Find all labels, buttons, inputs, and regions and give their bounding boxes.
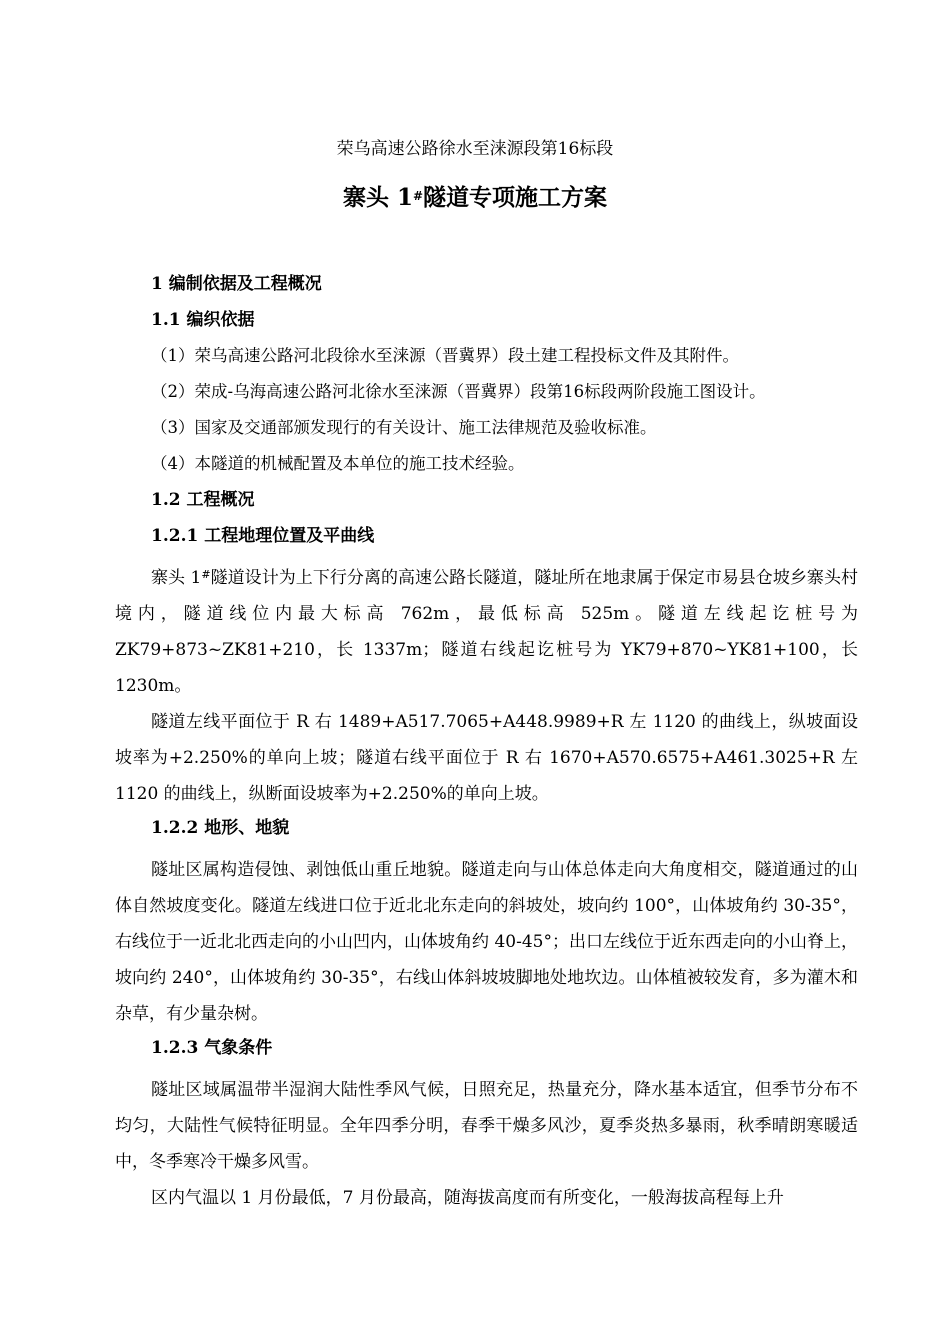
title-superscript: # [412, 189, 424, 203]
project-line: 荣乌高速公路徐水至涞源段第16标段 [336, 139, 614, 159]
title-prefix: 寨头 1 [342, 184, 413, 211]
section-heading-1-2-2: 1.2.2 地形、地貌 [151, 818, 290, 838]
paragraph-location-body: 隧道设计为上下行分离的高速公路长隧道，隧址所在地隶属于保定市易县仓坡乡寨头村境内，隧道线位内最大标高 762m，最低标高 525m。隧道左线起讫桩号为 ZK79+873~ZK81+210，长 1337m；隧道右线起讫桩号为 YK79+870~YK81+100，长 1230m。 [115, 568, 858, 696]
basis-item: （2）荣成-乌海高速公路河北徐水至涞源（晋冀界）段第16标段两阶段施工图设计。 [151, 382, 766, 401]
paragraph-location-superscript: # [201, 568, 211, 581]
basis-item: （4）本隧道的机械配置及本单位的施工技术经验。 [151, 454, 525, 473]
title-suffix: 隧道专项施工方案 [423, 184, 608, 211]
section-heading-1: 1 编制依据及工程概况 [151, 274, 322, 294]
basis-item: （1）荣乌高速公路河北段徐水至涞源（晋冀界）段土建工程投标文件及其附件。 [151, 346, 739, 365]
basis-item: （3）国家及交通部颁发现行的有关设计、施工法律规范及验收标准。 [151, 418, 657, 437]
paragraph-temperature: 区内气温以 1 月份最低，7 月份最高，随海拔高度而有所变化，一般海拔高程每上升 [151, 1188, 784, 1208]
section-heading-1-2-3: 1.2.3 气象条件 [151, 1038, 273, 1058]
paragraph-location [115, 560, 858, 704]
paragraph-terrain: 隧址区属构造侵蚀、剥蚀低山重丘地貌。隧道走向与山体总体走向大角度相交，隧道通过的山体自然坡度变化。隧道左线进口位于近北北东走向的斜坡处，坡向约 100°，山体坡角约 30-35°，右线位于一近北北西走向的小山凹内，山体坡角约 40-45°；出口左线位于近东西走向的小山脊上，坡向约 240°，山体坡角约 30-35°，右线山体斜坡坡脚地处地坎边。山体植被较发育，多为灌木和杂草，有少量杂树。 [115, 860, 858, 1024]
section-heading-1-1: 1.1 编织依据 [151, 310, 255, 330]
section-heading-1-2-1: 1.2.1 工程地理位置及平曲线 [151, 526, 375, 546]
paragraph-curve: 隧道左线平面位于 R 右 1489+A517.7065+A448.9989+R 左 1120 的曲线上，纵坡面设坡率为+2.250%的单向上坡；隧道右线平面位于 R 右 1670+A570.6575+A461.3025+R 左 1120 的曲线上，纵断面设坡率为+2.250%的单向上坡。 [115, 712, 858, 804]
paragraph-location-prefix: 寨头 1 [151, 568, 202, 588]
paragraph-climate: 隧址区域属温带半湿润大陆性季风气候，日照充足，热量充分，降水基本适宜，但季节分布不均匀，大陆性气候特征明显。全年四季分明，春季干燥多风沙，夏季炎热多暴雨，秋季晴朗寒暖适中，冬季寒冷干燥多风雪。 [115, 1080, 858, 1172]
page-title [0, 181, 950, 215]
section-heading-1-2: 1.2 工程概况 [151, 490, 255, 510]
document-body [115, 272, 858, 1216]
